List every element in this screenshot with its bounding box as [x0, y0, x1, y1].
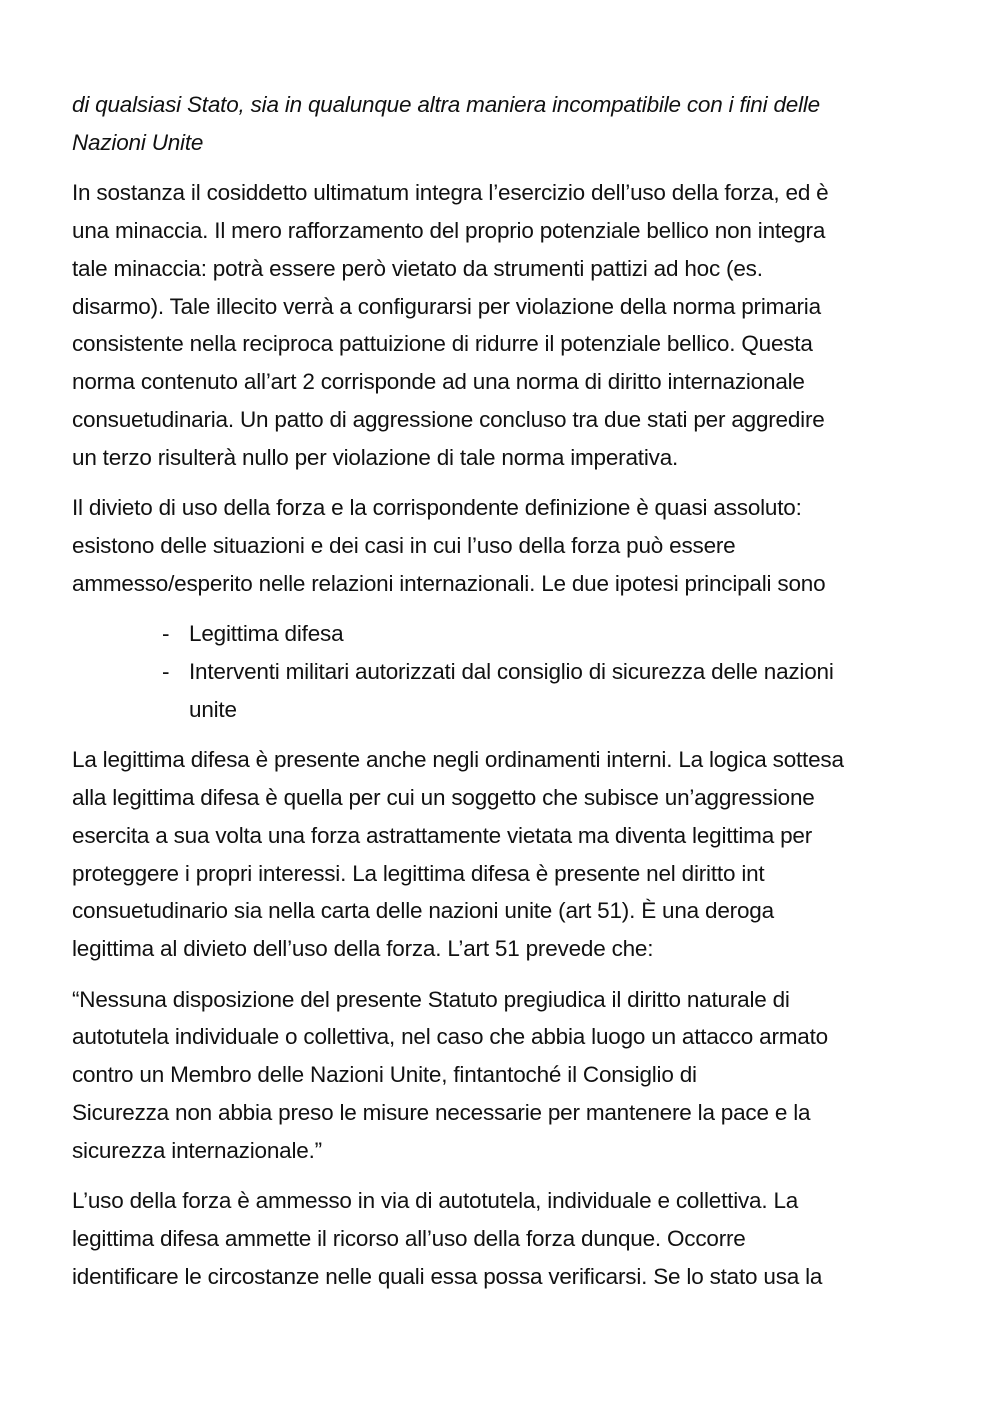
text-line: consuetudinario sia nella carta delle nazioni unite (art 51). È una deroga — [72, 898, 774, 924]
text-line: disarmo). Tale illecito verrà a configurarsi per violazione della norma primaria — [72, 293, 821, 319]
paragraph-autotutela — [72, 1182, 940, 1295]
text-line: “Nessuna disposizione del presente Statuto pregiudica il diritto naturale di — [72, 986, 790, 1012]
text-line: Legittima difesa — [189, 621, 344, 647]
text-line: esercita a sua volta una forza astrattamente vietata ma diventa legittima per — [72, 822, 812, 848]
document-page — [72, 86, 940, 1308]
text-line: di qualsiasi Stato, sia in qualunque altra maniera incompatibile con i fini delle — [72, 92, 820, 117]
text-line: un terzo risulterà nullo per violazione di tale norma imperativa. — [72, 444, 679, 470]
list-item-interventi-militari — [72, 653, 940, 729]
text-line: La legittima difesa è presente anche negli ordinamenti interni. La logica sottesa — [72, 747, 844, 773]
text-line: legittima al divieto dell’uso della forza. L’art 51 prevede che: — [72, 936, 654, 962]
text-line: legittima difesa ammette il ricorso all’uso della forza dunque. Occorre — [72, 1225, 746, 1251]
exceptions-list — [72, 615, 940, 728]
text-line: proteggere i propri interessi. La legittima difesa è presente nel diritto int — [72, 860, 765, 886]
text-line: autotutela individuale o collettiva, nel caso che abbia luogo un attacco armato — [72, 1024, 828, 1050]
text-line: alla legittima difesa è quella per cui un soggetto che subisce un’aggressione — [72, 784, 815, 810]
list-bullet: - — [162, 658, 170, 684]
text-line: sicurezza internazionale.” — [72, 1137, 322, 1163]
text-line: ammesso/esperito nelle relazioni internazionali. Le due ipotesi principali sono — [72, 570, 826, 596]
text-line: una minaccia. Il mero rafforzamento del proprio potenziale bellico non integra — [72, 217, 826, 243]
text-line: unite — [189, 696, 237, 722]
text-line: norma contenuto all’art 2 corrisponde ad una norma di diritto internazionale — [72, 369, 805, 395]
list-bullet: - — [162, 621, 170, 647]
text-line: contro un Membro delle Nazioni Unite, fintantoché il Consiglio di — [72, 1062, 697, 1088]
paragraph-art51-quote — [72, 981, 940, 1170]
paragraph-ultimatum — [72, 174, 940, 476]
text-line: Nazioni Unite — [72, 129, 204, 155]
text-line: tale minaccia: potrà essere però vietato da strumenti pattizi ad hoc (es. — [72, 255, 763, 281]
text-line: In sostanza il cosiddetto ultimatum integra l’esercizio dell’uso della forza, ed è — [72, 180, 829, 206]
text-line: identificare le circostanze nelle quali essa possa verificarsi. Se lo stato usa la — [72, 1263, 823, 1289]
text-line: consistente nella reciproca pattuizione di ridurre il potenziale bellico. Questa — [72, 331, 813, 357]
text-line: L’uso della forza è ammesso in via di autotutela, individuale e collettiva. La — [72, 1188, 799, 1214]
paragraph-legittima-difesa — [72, 741, 940, 968]
text-line: Sicurezza non abbia preso le misure necessarie per mantenere la pace e la — [72, 1099, 811, 1125]
paragraph-use-of-force-exceptions — [72, 489, 940, 602]
text-line: consuetudinaria. Un patto di aggressione concluso tra due stati per aggredire — [72, 406, 825, 432]
paragraph-un-charter-continuation — [72, 86, 940, 162]
list-item-legittima-difesa — [72, 615, 940, 653]
text-line: Il divieto di uso della forza e la corrispondente definizione è quasi assoluto: — [72, 495, 802, 521]
text-line: Interventi militari autorizzati dal consiglio di sicurezza delle nazioni — [189, 658, 834, 684]
text-line: esistono delle situazioni e dei casi in cui l’uso della forza può essere — [72, 532, 736, 558]
